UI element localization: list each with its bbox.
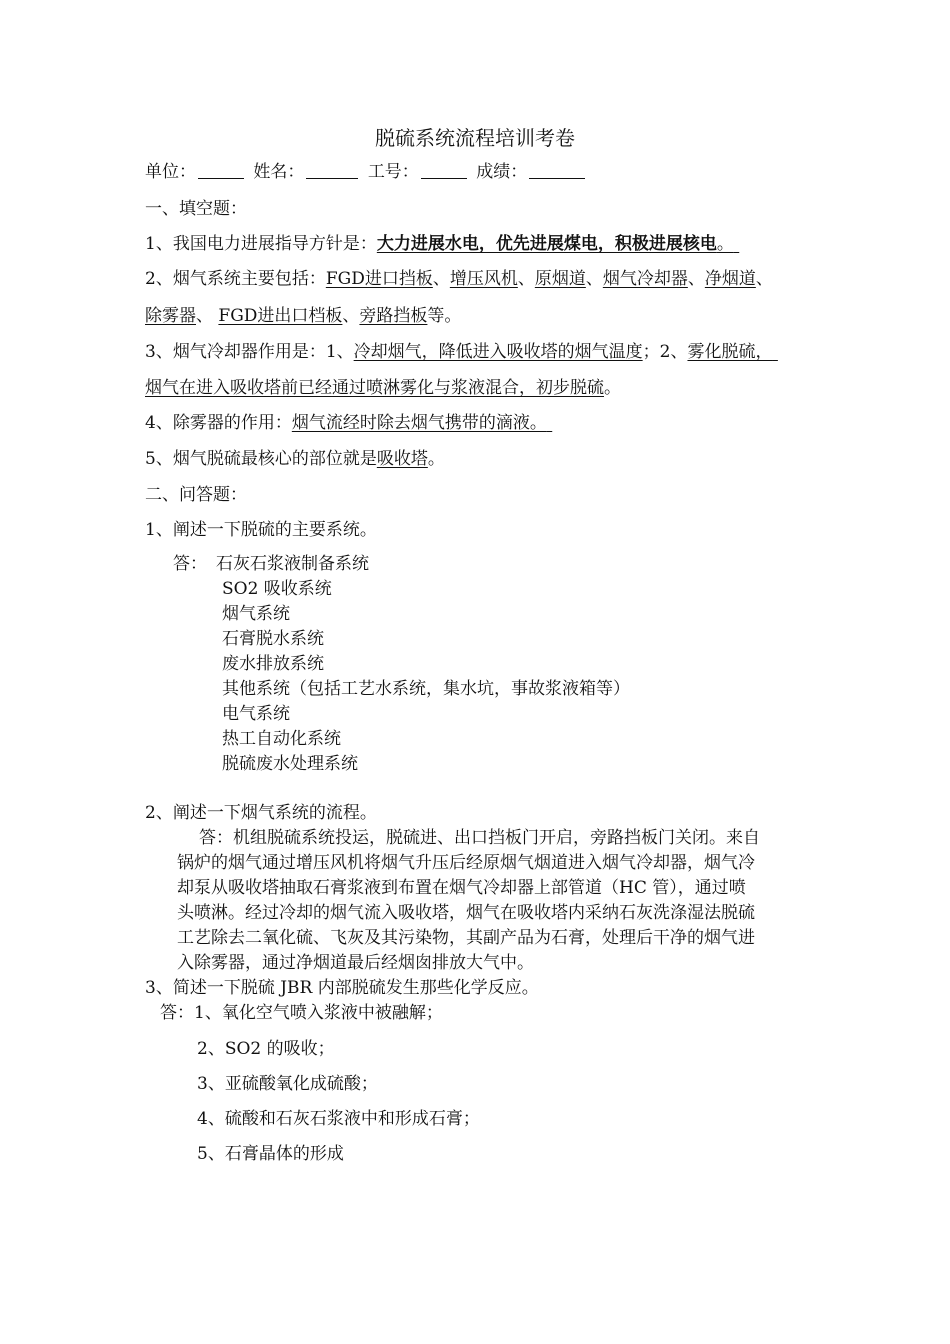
question-text: ；2、 — [642, 342, 688, 362]
section1-heading: 一、填空题： — [145, 199, 247, 219]
fill-question-4 — [145, 412, 552, 434]
score-label: 成绩： — [476, 162, 528, 182]
id-label: 工号： — [367, 162, 419, 182]
qa-answer-line: 工艺除去二氧化硫、飞灰及其污染物，其副产品为石膏，处理后干净的烟气进 — [177, 928, 755, 948]
qa-answer-line: 却泵从吸收塔抽取石膏浆液到布置在烟气冷却器上部管道（HC 管），通过喷 — [177, 878, 746, 898]
page-title: 脱硫系统流程培训考卷 — [375, 126, 575, 150]
id-blank[interactable] — [421, 164, 467, 179]
reaction-item: 2、SO2 的吸收； — [197, 1039, 335, 1059]
answer-item: FGD进口挡板 — [325, 269, 433, 289]
system-item: 废水排放系统 — [222, 654, 324, 674]
answer-item: 净烟道 — [704, 269, 756, 289]
answer-text: 冷却烟气，降低进入吸收塔的烟气温度 — [353, 342, 643, 362]
question-text: 1、我国电力进展指导方针是： — [145, 234, 377, 254]
qa-answer-line: 入除雾器，通过净烟道最后经烟囱排放大气中。 — [177, 953, 534, 973]
qa-question-3: 3、简述一下脱硫 JBR 内部脱硫发生那些化学反应。 — [145, 978, 539, 998]
separator: 、 — [687, 269, 705, 289]
fill-question-5 — [145, 448, 445, 470]
punctuation: 。 — [427, 449, 445, 469]
reaction-item: 3、亚硫酸氧化成硫酸； — [197, 1074, 378, 1094]
separator: 、 — [585, 269, 603, 289]
answer-text: 吸收塔 — [376, 449, 428, 469]
exam-header — [145, 161, 589, 183]
name-label: 姓名： — [253, 162, 305, 182]
fill-question-2 — [145, 268, 773, 290]
separator: 、 — [196, 306, 213, 326]
unit-blank[interactable] — [198, 164, 244, 179]
section2-heading: 二、问答题： — [145, 485, 247, 505]
question-text: 4、除雾器的作用： — [145, 413, 292, 433]
answer-item: 除雾器 — [145, 306, 196, 326]
fill-question-1 — [145, 233, 739, 255]
punctuation: 等。 — [427, 306, 462, 326]
question-text: 5、烟气脱硫最核心的部位就是 — [145, 449, 377, 469]
reaction-item: 答：1、氧化空气喷入浆液中被融解； — [160, 1003, 443, 1023]
answer-item: FGD进出口档板 — [218, 306, 343, 326]
question-text: 3、烟气冷却器作用是：1、 — [145, 342, 354, 362]
answer-text: 烟气在进入吸收塔前已经通过喷淋雾化与浆液混合，初步脱硫 — [145, 378, 604, 398]
separator: 、 — [755, 269, 773, 289]
system-item: 烟气系统 — [222, 604, 290, 624]
fill-question-2-cont — [145, 305, 461, 327]
system-item: 热工自动化系统 — [222, 729, 341, 749]
answer-text: 烟气流经时除去烟气携带的滴液。 — [291, 413, 547, 433]
qa-answer-line: 头喷淋。经过冷却的烟气流入吸收塔，烟气在吸收塔内采纳石灰洗涤湿法脱硫 — [177, 903, 755, 923]
answer-text: 雾化脱硫， — [687, 342, 773, 362]
fill-question-3 — [145, 341, 778, 363]
answer-text: 大力进展水电，优先进展煤电，积极进展核电 — [376, 234, 717, 254]
separator: 、 — [517, 269, 535, 289]
question-text: 2、烟气系统主要包括： — [145, 269, 326, 289]
qa-answer-line: 答：机组脱硫系统投运，脱硫进、出口挡板门开启，旁路挡板门关闭。来自 — [199, 828, 760, 848]
name-blank[interactable] — [306, 164, 358, 179]
reaction-item: 4、硫酸和石灰石浆液中和形成石膏； — [197, 1109, 480, 1129]
qa-answer-line: 锅炉的烟气通过增压风机将烟气升压后经原烟气烟道进入烟气冷却器，烟气冷 — [177, 853, 755, 873]
fill-question-3-cont — [145, 377, 621, 399]
answer-item: 增压风机 — [449, 269, 518, 289]
punctuation: 。 — [716, 234, 734, 254]
answer-item: 原烟道 — [534, 269, 586, 289]
system-item: 石灰石浆液制备系统 — [216, 554, 369, 574]
qa-question-1: 1、阐述一下脱硫的主要系统。 — [145, 520, 377, 540]
unit-label: 单位： — [145, 162, 196, 182]
answer-item: 旁路挡板 — [359, 306, 428, 326]
system-item: 其他系统（包括工艺水系统，集水坑，事故浆液箱等） — [222, 679, 630, 699]
answer-item: 烟气冷却器 — [602, 269, 688, 289]
qa-answer-label: 答： — [173, 554, 207, 574]
punctuation: 。 — [604, 378, 621, 398]
system-item: 电气系统 — [222, 704, 290, 724]
reaction-item: 5、石膏晶体的形成 — [197, 1144, 344, 1164]
separator: 、 — [342, 306, 360, 326]
system-item: 石膏脱水系统 — [222, 629, 324, 649]
system-item: 脱硫废水处理系统 — [222, 754, 358, 774]
score-blank[interactable] — [529, 164, 585, 179]
separator: 、 — [432, 269, 450, 289]
system-item: SO2 吸收系统 — [222, 579, 332, 599]
qa-question-2: 2、阐述一下烟气系统的流程。 — [145, 803, 377, 823]
